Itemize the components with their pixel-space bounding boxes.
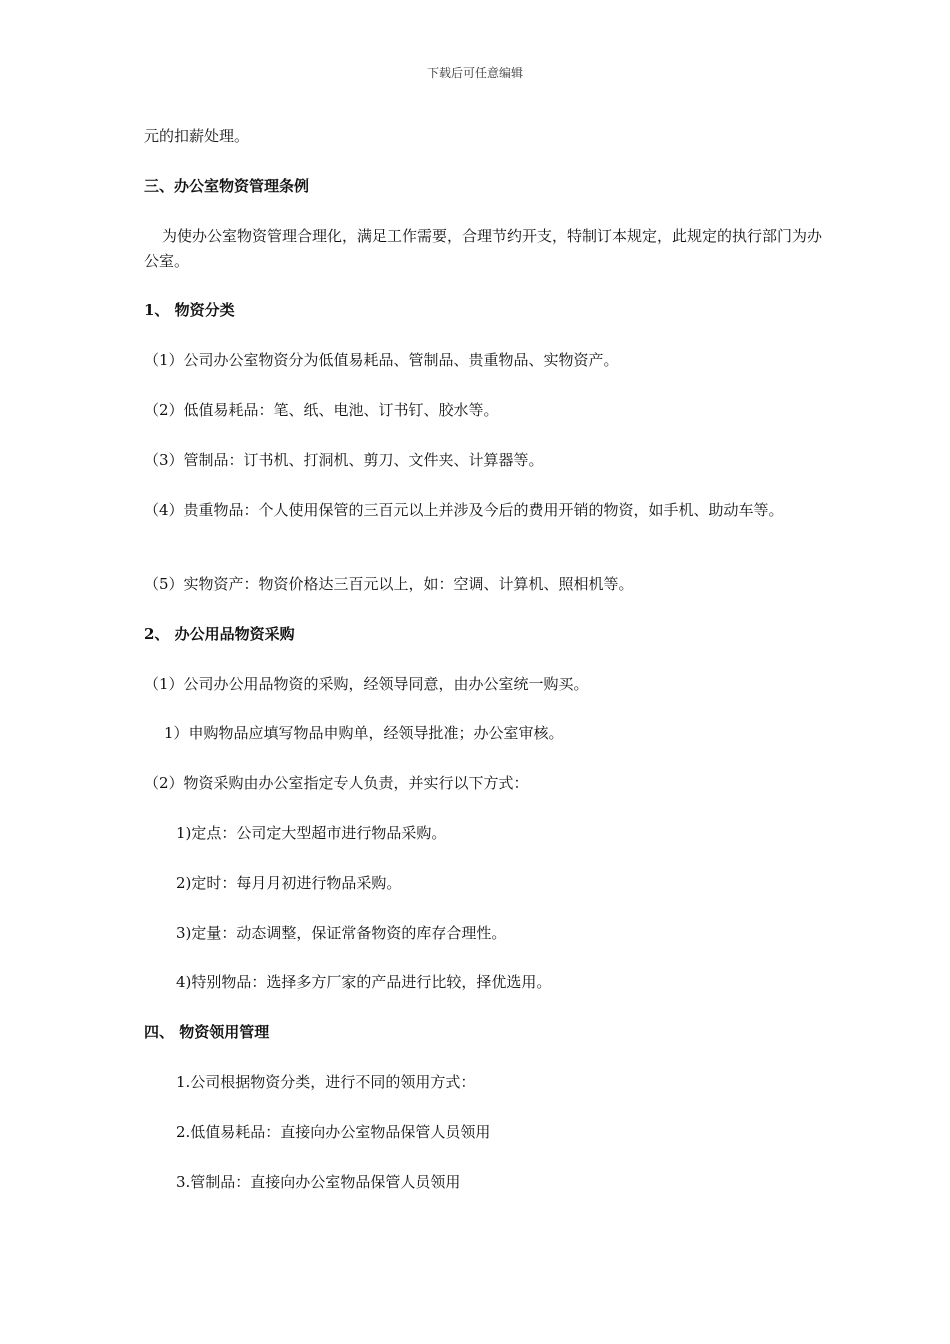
list-item: 1）申购物品应填写物品申购单，经领导批准；办公室审核。 <box>164 724 564 742</box>
paragraph-text: 元的扣薪处理。 <box>144 127 250 145</box>
list-item: 4)特别物品：选择多方厂家的产品进行比较，择优选用。 <box>176 973 552 991</box>
list-item: （4）贵重物品：个人使用保管的三百元以上并涉及今后的费用开销的物资，如手机、助动车等。 <box>144 501 784 519</box>
section-heading: 三、办公室物资管理条例 <box>144 177 310 195</box>
list-item: （3）管制品：订书机、打洞机、剪刀、文件夹、计算器等。 <box>144 451 544 469</box>
list-item: 3.管制品：直接向办公室物品保管人员领用 <box>176 1173 461 1191</box>
list-item: （5）实物资产：物资价格达三百元以上，如：空调、计算机、照相机等。 <box>144 575 634 593</box>
list-item: 2)定时：每月月初进行物品采购。 <box>176 874 402 892</box>
list-item: 3)定量：动态调整，保证常备物资的库存合理性。 <box>176 924 507 942</box>
list-item: （2）低值易耗品：笔、纸、电池、订书钉、胶水等。 <box>144 401 499 419</box>
list-item: （1）公司办公室物资分为低值易耗品、管制品、贵重物品、实物资产。 <box>144 351 619 369</box>
subsection-heading: 1、 物资分类 <box>144 301 235 319</box>
list-item: 1)定点：公司定大型超市进行物品采购。 <box>176 824 447 842</box>
subsection-heading: 2、 办公用品物资采购 <box>144 625 295 643</box>
list-item: 2.低值易耗品：直接向办公室物品保管人员领用 <box>176 1123 491 1141</box>
list-item: （2）物资采购由办公室指定专人负责，并实行以下方式： <box>144 774 529 792</box>
section-heading: 四、 物资领用管理 <box>144 1023 270 1041</box>
list-item: （1）公司办公用品物资的采购，经领导同意，由办公室统一购买。 <box>144 675 589 693</box>
page-header: 下载后可任意编辑 <box>426 66 523 80</box>
list-item: 1.公司根据物资分类，进行不同的领用方式： <box>176 1073 476 1091</box>
paragraph-text: 为使办公室物资管理合理化，满足工作需要，合理节约开支，特制订本规定，此规定的执行部门为办公室。 <box>144 227 823 270</box>
